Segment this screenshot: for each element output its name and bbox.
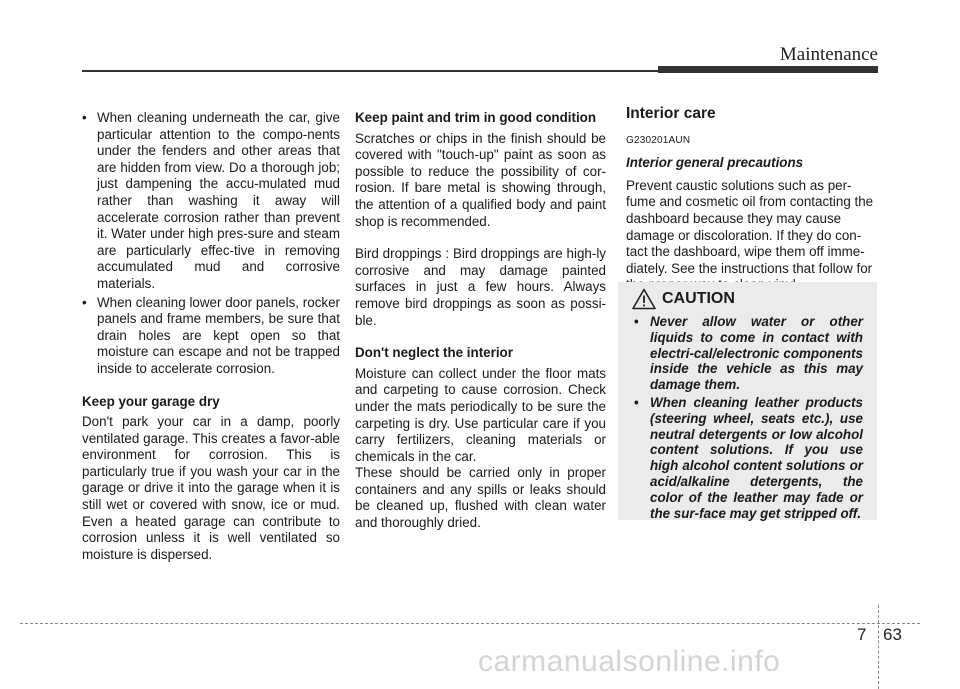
paint-heading: Keep paint and trim in good condition	[355, 110, 597, 125]
caution-header	[632, 288, 863, 310]
column-right	[626, 105, 879, 294]
column-middle	[355, 110, 606, 532]
cleaning-bullet-list	[82, 110, 340, 378]
interior-paragraph-2: These should be carried only in proper containers and any spills or leaks should be cleaned up, flushed with clean water and thoroughly dried.	[355, 465, 606, 531]
footer-dashed-line	[20, 623, 920, 624]
chapter-number: 7	[857, 625, 867, 644]
page-header-title: Maintenance	[779, 44, 878, 65]
watermark-text: carmanualsonline.info	[478, 645, 781, 678]
garage-heading: Keep your garage dry	[82, 393, 220, 409]
garage-paragraph: Don't park your car in a damp, poorly ventilated garage. This creates a favor-able environment for corrosion. This is particularly true if you wash your car in the garage or drive it into the garage when it is still wet or covered with snow, ice or mud. Even a heated garage can contribute to corrosion unless it is well ventilated so moisture is dispersed.	[82, 414, 340, 562]
interior-precautions-paragraph: Prevent caustic solutions such as per-fume and cosmetic oil from contacting the dashboard because they may cause damage or discoloration. If they do con-tact the dashboard, wipe them off imme-diately. See the instructions that follow for	[626, 177, 874, 276]
warning-triangle-icon	[632, 288, 656, 310]
bullet-dot-icon: •	[82, 294, 87, 310]
caution-box	[618, 282, 877, 520]
bird-paragraph: Bird droppings : Bird droppings are high-ly corrosive and may damage painted surfaces in just a few hours. Always remove bird droppings as soon as possi-ble.	[355, 246, 606, 328]
bullet-dot-icon: •	[634, 314, 639, 329]
interior-heading: Don't neglect the interior	[355, 345, 513, 361]
caution-item-liquids: • Never allow water or other liquids to come in contact with electri-cal/electronic components inside the vehicle as this may damage them.	[634, 314, 863, 393]
header-rule-thick	[658, 66, 878, 73]
page-number: 63	[883, 625, 902, 644]
interior-care-title: Interior care	[626, 105, 716, 122]
header-rule-thin	[82, 70, 662, 72]
column-left	[82, 110, 340, 563]
interior-paragraph-1: Moisture can collect under the floor mats and carpeting to cause corrosion. Check under the mats periodically to be sure the carpeting is dry. Use particular care if you carry fertilizers, cleaning materials or chemicals in the car.	[355, 365, 606, 464]
bullet-door-panels: • When cleaning lower door panels, rocker panels and frame members, be sure that drain holes are kept open so that moisture can escape and not be trapped inside to accelerate corrosion.	[82, 294, 340, 376]
bullet-dot-icon: •	[82, 110, 87, 125]
bullet-dot-icon: •	[634, 394, 639, 410]
caution-item-leather: • When cleaning leather products (steering wheel, seats etc.), use neutral detergents or low alcohol content solutions. If you use high alcohol content solutions or acid/alkaline detergents, the color of the leather may fade or the sur-face may get stripped off.	[634, 394, 863, 521]
bullet-underneath: • When cleaning underneath the car, give particular attention to the compo-nents under the fenders and other areas that are hidden from view. Do a thorough job; just dampening the accu-mulated mud rather than washing it away will accelerate corrosion rather than prevent it. Water under high pres-sure and steam are particularly effec-tive in removing accumulated mud and corrosive materials.	[82, 110, 340, 291]
paint-paragraph: Scratches or chips in the finish should be covered with "touch-up" paint as soon as possible to reduce the possibility of cor-rosion. If bare metal is showing through, the attention of a qualified body and paint shop is recommended.	[355, 130, 606, 229]
caution-list	[632, 314, 863, 521]
caution-title: CAUTION	[662, 290, 735, 307]
section-code: G230201AUN	[626, 134, 691, 146]
footer-dashed-divider	[878, 605, 879, 689]
interior-precautions-subtitle: Interior general precautions	[626, 155, 804, 171]
